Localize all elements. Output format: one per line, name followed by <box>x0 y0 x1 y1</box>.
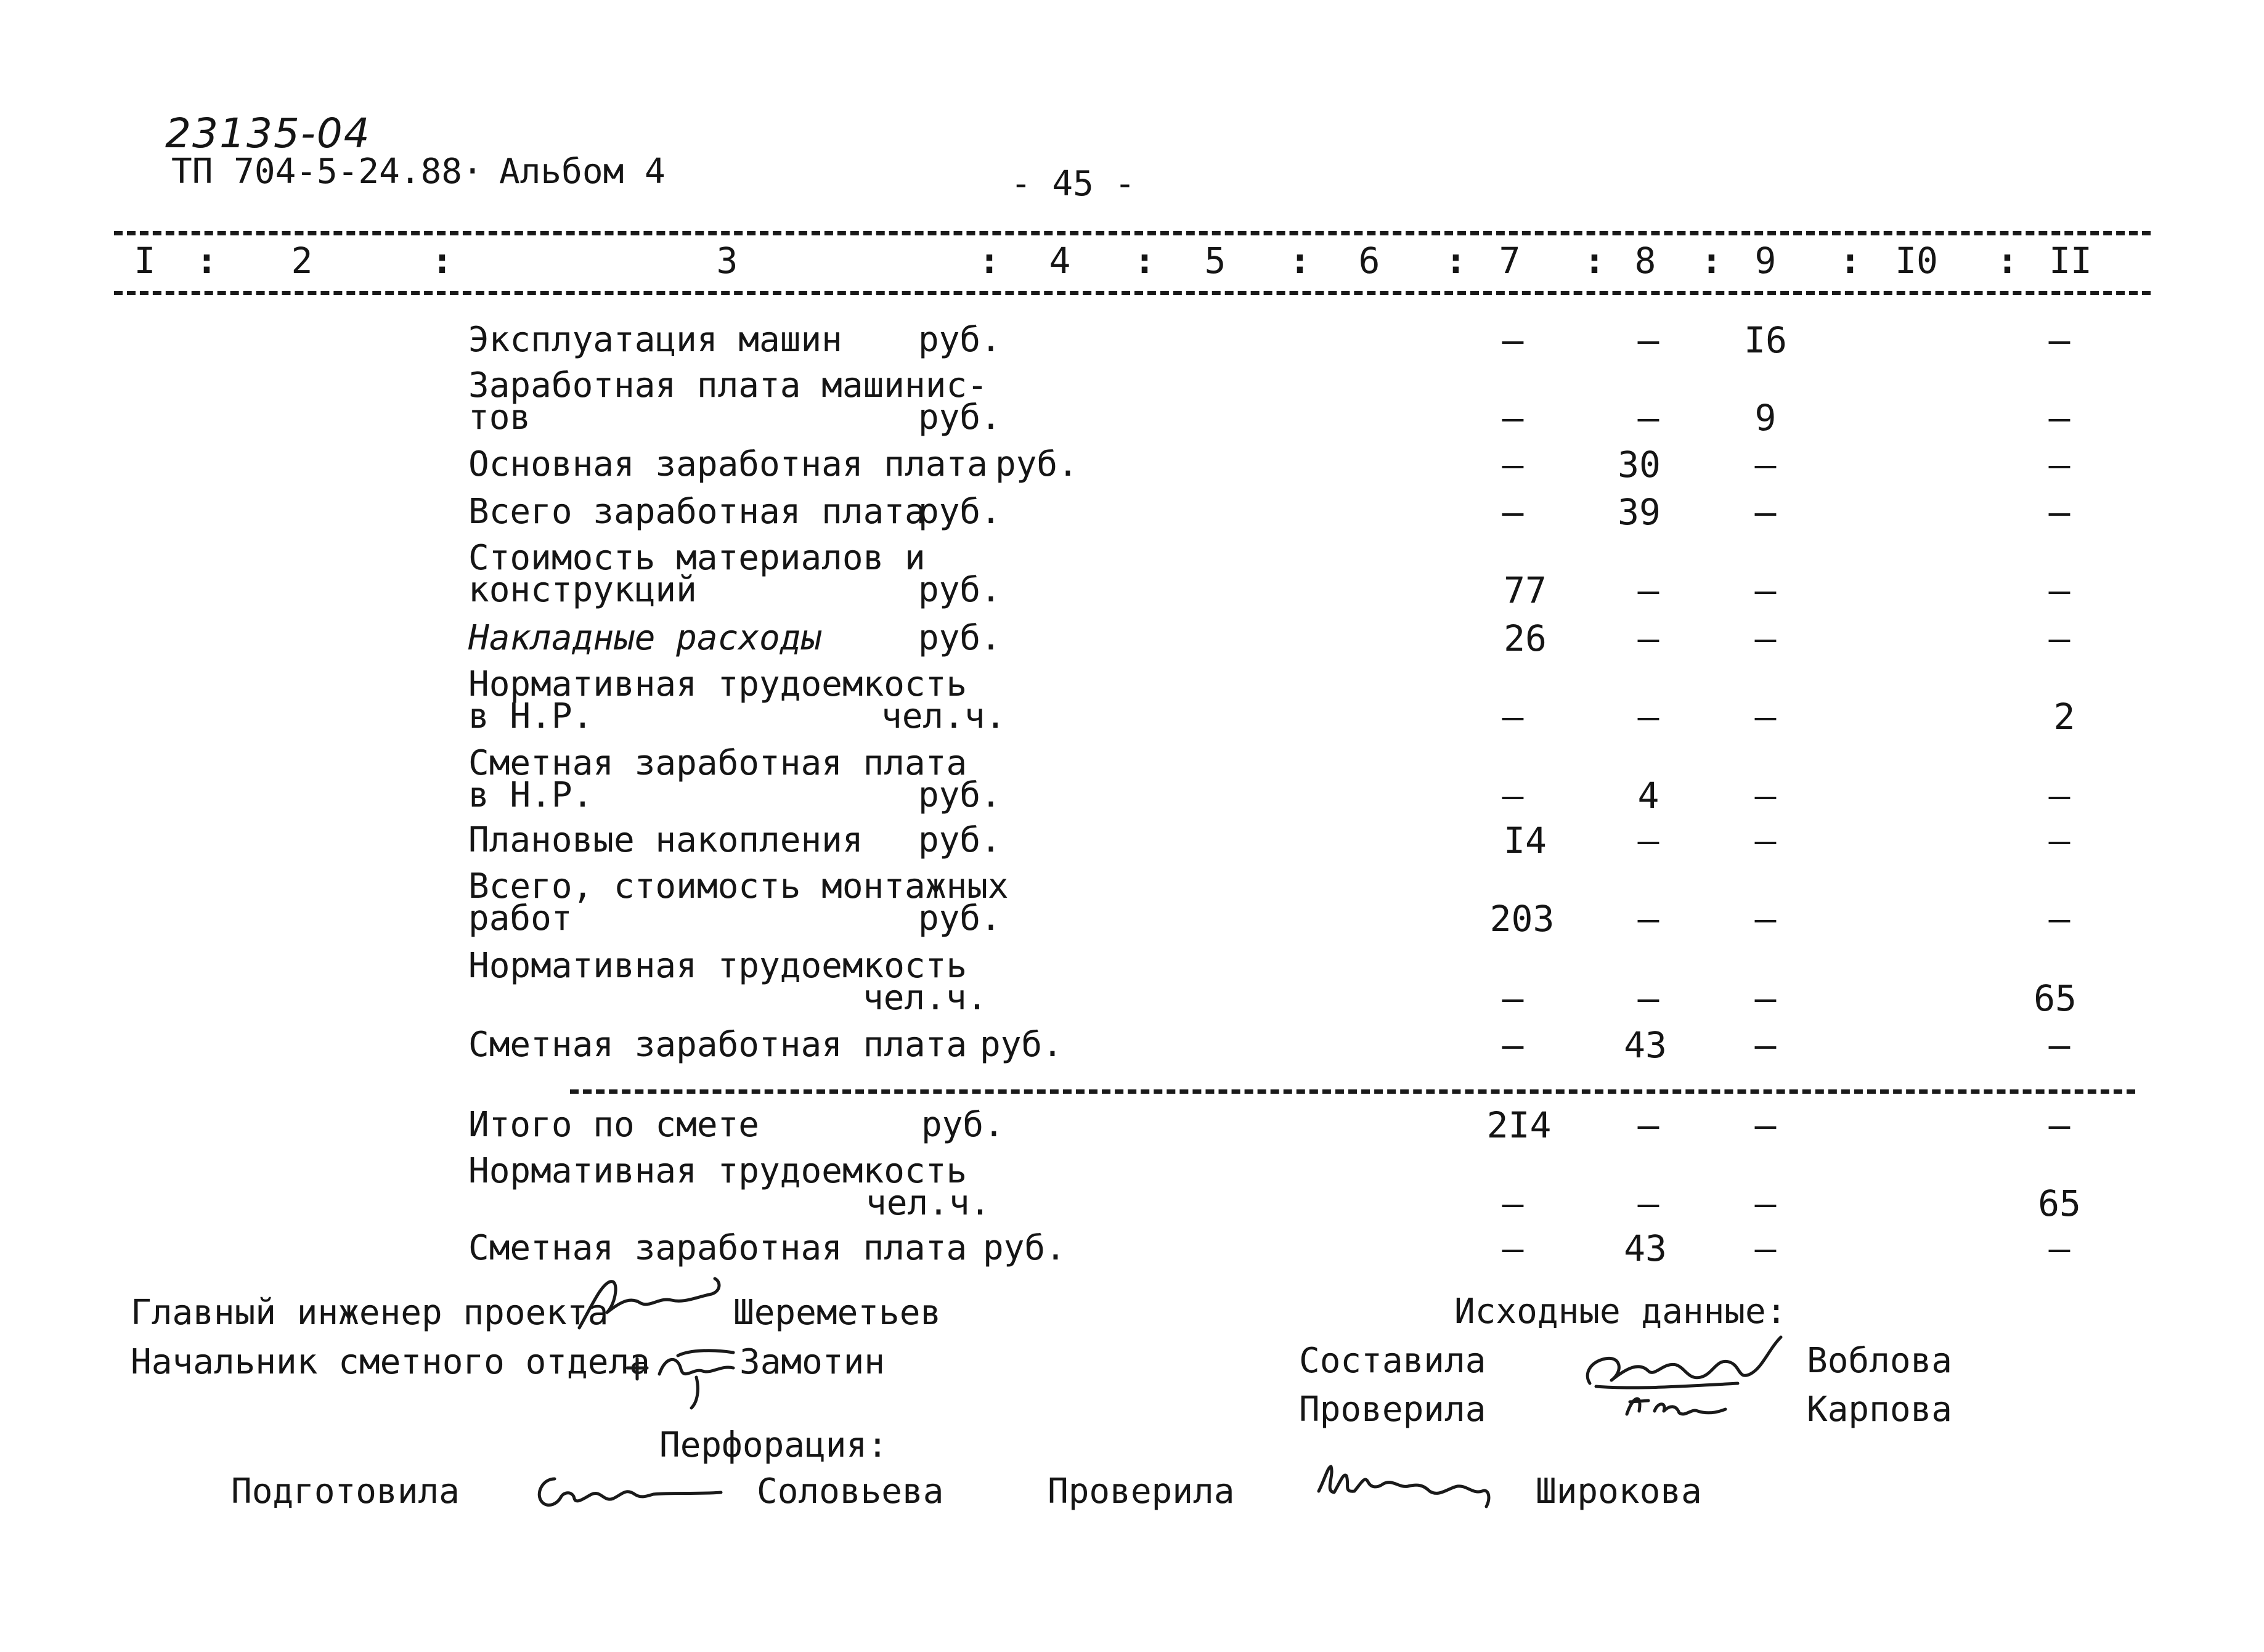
cell-col11: – <box>2048 397 2071 439</box>
cell-col11: – <box>2048 1227 2071 1269</box>
cell-col11: – <box>2048 1024 2071 1066</box>
row-unit: чел.ч. <box>881 696 1006 736</box>
estimate-head-title: Начальник сметного отдела <box>131 1342 650 1382</box>
row-label: Всего заработная плата <box>468 492 926 532</box>
column-separator: : <box>1134 240 1155 282</box>
cell-col8: – <box>1637 1182 1659 1224</box>
column-separator: : <box>1584 240 1605 282</box>
cell-col9: – <box>1754 775 1777 816</box>
column-header-11: II <box>2049 240 2092 282</box>
column-header-7: 7 <box>1499 240 1521 282</box>
checked-label-2: Проверила <box>1048 1471 1235 1512</box>
row-label-continued: в Н.Р. <box>468 775 593 815</box>
source-data-title: Исходные данные: <box>1454 1292 1787 1332</box>
cell-col9: – <box>1754 617 1777 659</box>
cell-col11: – <box>2048 491 2071 533</box>
page-number: - 45 - <box>1011 164 1136 204</box>
project-code: ТП 704-5-24.88· <box>171 152 483 192</box>
cell-col9: 9 <box>1754 397 1777 439</box>
row-label: Основная заработная плата <box>468 444 988 484</box>
cell-col7: – <box>1502 444 1524 486</box>
cell-col9: – <box>1754 820 1777 861</box>
column-separator: : <box>1289 240 1311 282</box>
cell-col7: – <box>1502 491 1524 533</box>
cell-col9: – <box>1754 1182 1777 1224</box>
row-unit: руб. <box>983 1228 1066 1268</box>
cell-col11: – <box>2048 444 2071 486</box>
row-label: Плановые накопления <box>468 820 863 860</box>
cell-col9: – <box>1754 898 1777 940</box>
column-separator: : <box>1445 240 1467 282</box>
cell-col7: 26 <box>1504 617 1547 659</box>
column-header-8: 8 <box>1634 240 1656 282</box>
handwritten-document-code: 23135-04 <box>165 110 371 157</box>
row-label-continued: работ <box>468 898 572 938</box>
cell-col9: – <box>1754 491 1777 533</box>
totals-separator-rule <box>570 1089 2135 1094</box>
perforation-title: Перфорация: <box>659 1425 888 1465</box>
row-label-continued: конструкций <box>468 570 697 610</box>
column-separator: : <box>1701 240 1722 282</box>
cell-col11: – <box>2048 617 2071 659</box>
cell-col11: – <box>2048 775 2071 816</box>
row-label-continued: в Н.Р. <box>468 696 593 736</box>
compiled-label: Составила <box>1299 1341 1486 1381</box>
row-label: Сметная заработная плата <box>468 743 967 783</box>
row-label: Эксплуатация машин <box>468 320 842 360</box>
row-label: Нормативная трудоемкость <box>468 946 967 986</box>
compiled-name: Воблова <box>1807 1341 1953 1381</box>
row-unit: руб. <box>918 570 1001 610</box>
row-unit: руб. <box>921 1105 1004 1145</box>
cell-col8: – <box>1637 696 1659 738</box>
checked-signature-1 <box>1621 1383 1732 1426</box>
cell-col8: – <box>1637 397 1659 439</box>
cell-col7: – <box>1502 1227 1524 1269</box>
cell-col8: – <box>1637 820 1659 861</box>
prepared-label: Подготовила <box>231 1471 460 1512</box>
row-label: Стоимость материалов и <box>468 538 926 578</box>
column-separator: : <box>1839 240 1861 282</box>
column-header-3: 3 <box>716 240 738 282</box>
prepared-name: Соловьева <box>757 1471 944 1512</box>
cell-col7: – <box>1502 319 1524 361</box>
row-unit: руб. <box>980 1025 1063 1065</box>
checked-signature-2 <box>1306 1454 1510 1516</box>
cell-col9: – <box>1754 1227 1777 1269</box>
chief-engineer-signature <box>573 1269 727 1337</box>
row-unit: руб. <box>995 444 1078 484</box>
row-label: Сметная заработная плата <box>468 1228 967 1268</box>
cell-col7: – <box>1502 696 1524 738</box>
cell-col11: 65 <box>2034 977 2077 1019</box>
row-unit: руб. <box>918 898 1001 938</box>
cell-col11: – <box>2048 319 2071 361</box>
column-header-5: 5 <box>1204 240 1226 282</box>
checked-name-2: Широкова <box>1536 1471 1702 1512</box>
row-unit: руб. <box>918 618 1001 658</box>
column-separator: : <box>979 240 1000 282</box>
album-label: Альбом 4 <box>499 152 666 192</box>
cell-col11: – <box>2048 820 2071 861</box>
cell-col9: I6 <box>1744 319 1787 361</box>
row-unit: чел.ч. <box>866 1183 991 1223</box>
cell-col11: 65 <box>2038 1182 2081 1224</box>
cell-col8: 43 <box>1624 1227 1667 1269</box>
row-label: Всего, стоимость монтажных <box>468 866 1009 906</box>
cell-col7: – <box>1502 775 1524 816</box>
cell-col8: – <box>1637 569 1659 611</box>
column-header-6: 6 <box>1358 240 1380 282</box>
cell-col8: – <box>1637 319 1659 361</box>
column-header-2: 2 <box>291 240 313 282</box>
cell-col7: – <box>1502 1024 1524 1066</box>
cell-col9: – <box>1754 1104 1777 1146</box>
prepared-signature <box>530 1460 727 1516</box>
row-label: Заработная плата машинис- <box>468 365 988 405</box>
row-unit: руб. <box>918 492 1001 532</box>
cell-col9: – <box>1754 569 1777 611</box>
cell-col11: – <box>2048 1104 2071 1146</box>
row-label: Итого по смете <box>468 1105 760 1145</box>
header-bottom-rule <box>114 291 2151 295</box>
cell-col8: – <box>1637 977 1659 1019</box>
column-header-10: I0 <box>1895 240 1938 282</box>
cell-col7: – <box>1502 977 1524 1019</box>
estimate-head-name: Замотин <box>739 1342 886 1382</box>
checked-name-1: Карпова <box>1807 1390 1953 1430</box>
row-label-continued: тов <box>468 397 531 437</box>
cell-col11: – <box>2048 898 2071 940</box>
row-unit: чел.ч. <box>863 978 988 1018</box>
header-top-rule <box>114 231 2151 235</box>
row-unit: руб. <box>918 775 1001 815</box>
cell-col9: – <box>1754 444 1777 486</box>
row-unit: руб. <box>918 320 1001 360</box>
cell-col8: – <box>1637 1104 1659 1146</box>
column-separator: : <box>1997 240 2018 282</box>
cell-col8: 30 <box>1618 444 1661 486</box>
column-separator: : <box>431 240 453 282</box>
cell-col7: 77 <box>1504 569 1547 611</box>
cell-col7: 203 <box>1489 898 1555 940</box>
column-separator: : <box>196 240 218 282</box>
cell-col11: 2 <box>2053 696 2075 738</box>
chief-engineer-name: Шереметьев <box>733 1293 942 1333</box>
cell-col8: 4 <box>1637 775 1659 816</box>
cell-col9: – <box>1754 977 1777 1019</box>
row-label: Нормативная трудоемкость <box>468 1151 967 1191</box>
row-label: Сметная заработная плата <box>468 1025 967 1065</box>
cell-col8: – <box>1637 617 1659 659</box>
chief-engineer-title: Главный инженер проекта <box>131 1293 609 1333</box>
cell-col8: 43 <box>1624 1024 1667 1066</box>
cell-col8: 39 <box>1618 491 1661 533</box>
row-unit: руб. <box>918 820 1001 860</box>
cell-col8: – <box>1637 898 1659 940</box>
row-unit: руб. <box>918 397 1001 437</box>
checked-label-1: Проверила <box>1299 1390 1486 1430</box>
row-label: Накладные расходы <box>468 618 822 658</box>
estimate-head-signature <box>622 1331 746 1411</box>
column-header-4: 4 <box>1049 240 1071 282</box>
cell-col9: – <box>1754 696 1777 738</box>
cell-col7: – <box>1502 397 1524 439</box>
cell-col7: – <box>1502 1182 1524 1224</box>
column-header-1: I <box>134 240 156 282</box>
column-header-9: 9 <box>1754 240 1777 282</box>
cell-col9: – <box>1754 1024 1777 1066</box>
cell-col7: I4 <box>1504 820 1547 861</box>
cell-col11: – <box>2048 569 2071 611</box>
row-label: Нормативная трудоемкость <box>468 664 967 704</box>
cell-col7: 2I4 <box>1486 1104 1552 1146</box>
